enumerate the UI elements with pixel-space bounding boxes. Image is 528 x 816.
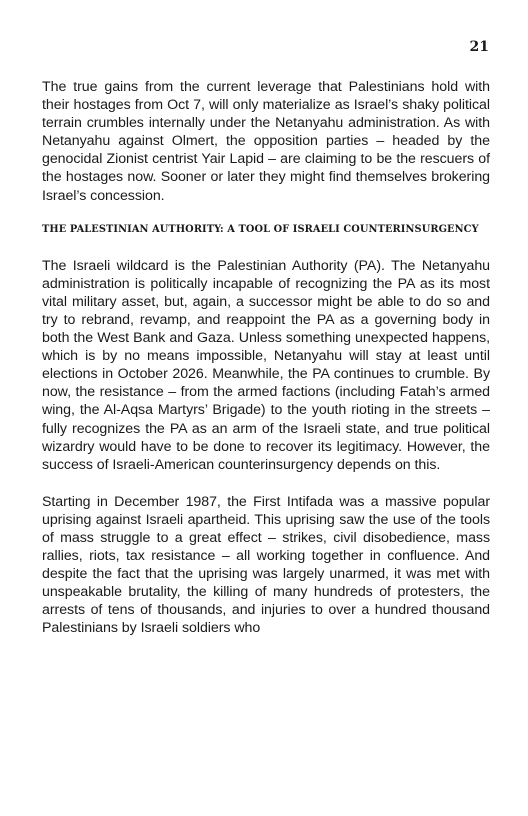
paragraph-first-intifada: Starting in December 1987, the First Intifada was a massive popular uprising against Israeli apartheid. This uprising saw the use of the tools of mass struggle to a great effect – strikes, civil disobedience, mass rallies, riots, tax resistance – all working together in confluence. And despite the fact that the uprising was largely unarmed, it was met with unspeakable brutality, the killing of many hundreds of protesters, the arrests of tens of thousands, and injuries to over a hundred thousand Palestinians by Israeli soldiers who (42, 493, 490, 637)
section-heading: THE PALESTINIAN AUTHORITY: A TOOL OF ISRAELI COUNTERINSURGENCY (42, 223, 479, 235)
spacer (42, 237, 490, 257)
spacer (42, 474, 490, 493)
paragraph-hostage-leverage: The true gains from the current leverage that Palestinians hold with their hostages from Oct 7, will only materialize as Israel’s shaky political terrain crumbles internally under the Netanyahu administration. As with Netanyahu against Olmert, the opposition parties – headed by the genocidal Zionist centrist Yair Lapid – are claiming to be the rescuers of the hostages now. Sooner or later they might find themselves brokering Israel’s concession. (42, 79, 490, 204)
page-body (42, 78, 490, 638)
page-number: 21 (469, 39, 489, 55)
spacer (42, 205, 490, 223)
paragraph-palestinian-authority: The Israeli wildcard is the Palestinian Authority (PA). The Netanyahu administration is politically incapable of recognizing the PA as its most vital military asset, but, again, a successor might be able to do so and try to rebrand, revamp, and reappoint the PA as a governing body in both the West Bank and Gaza. Unless something unexpected happens, which is by no means impossible, Netanyahu will stay at least until elections in October 2026. Meanwhile, the PA continues to crumble. By now, the resistance – from the armed factions (including Fatah’s armed wing, the Al-Aqsa Martyrs’ Brigade) to the youth rioting in the streets – fully recognizes the PA as an arm of the Israeli state, and true political wizardry would have to be done to recover its legitimacy. However, the success of Israeli-American counterinsurgency depends on this. (42, 257, 490, 473)
